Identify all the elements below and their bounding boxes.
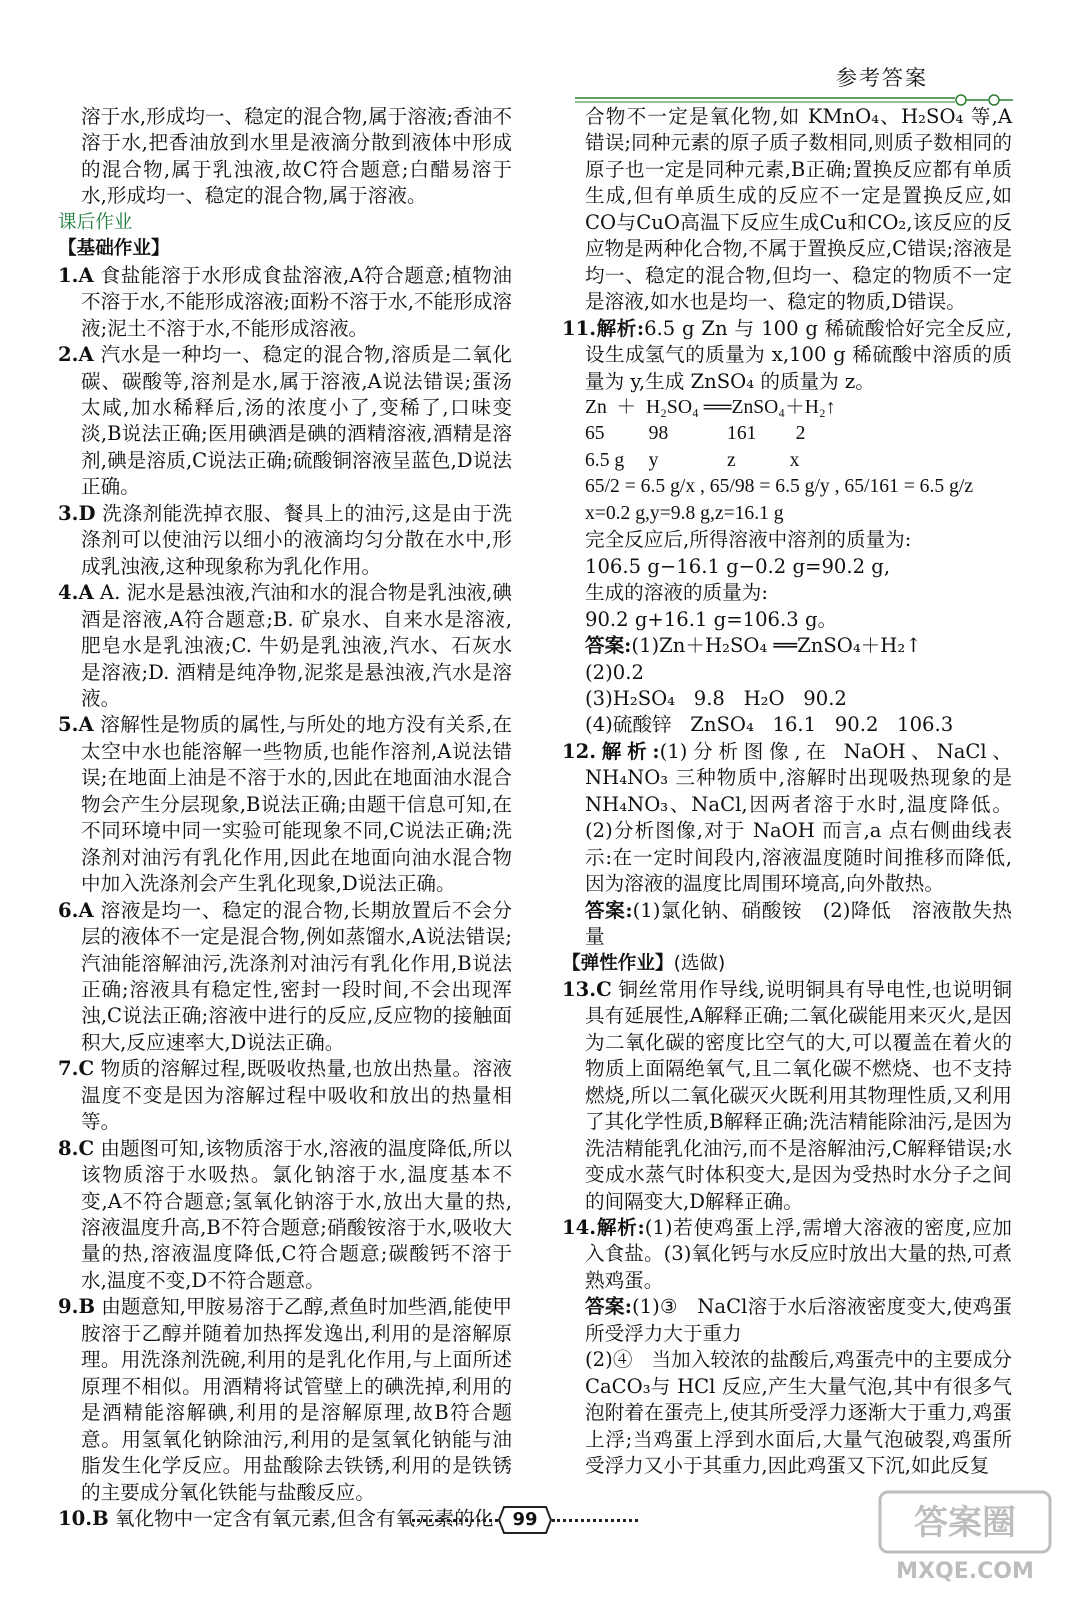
question-6 xyxy=(58,898,512,1057)
answer-11-line-3: (3)H₂SO₄ 9.8 H₂O 90.2 xyxy=(585,686,847,710)
question-11 xyxy=(562,316,1012,395)
question-1 xyxy=(58,263,512,342)
explanation-text: 物质的溶解过程,既吸收热量,也放出热量。溶液温度不变是因为溶解过程中吸收和放出的热量相等。 xyxy=(81,1057,512,1134)
answer-11-line-4: (4)硫酸锌 ZnSO₄ 16.1 90.2 106.3 xyxy=(585,713,954,737)
question-4 xyxy=(58,580,512,712)
question-number: 12. xyxy=(562,739,597,763)
question-2 xyxy=(58,342,512,501)
explanation-text: 洗涤剂能洗掉衣服、餐具上的油污,这是由于洗涤剂可以使油污以细小的液滴均匀分散在水中,形成乳浊液,这种现象称为乳化作用。 xyxy=(81,501,512,578)
analysis-label: 解析: xyxy=(596,1216,645,1240)
intro-paragraph: 溶于水,形成均一、稳定的混合物,属于溶液;香油不溶于水,把香油放到水里是液滴分散到液体中形成的混合物,属于乳浊液,故C符合题意;白醋易溶于水,形成均一、稳定的混合物,属于溶液。 xyxy=(81,105,512,208)
answer-letter: A xyxy=(78,898,94,922)
answer-letter: A xyxy=(78,263,94,287)
explanation-text: 由题意知,甲胺易溶于乙醇,煮鱼时加些酒,能使甲胺溶于乙醇并随着加热挥发逸出,利用的是溶解原理。用洗涤剂洗碗,利用的是乳化作用,与上面所述原理不相似。用酒精将试管壁上的碘洗掉,利用的是酒精能溶解碘,利用的是溶解原理,故B符合题意。用氢氧化钠除油污,利用的是氢氧化钠能与油脂发生化学反应。用盐酸除去铁锈,利用的是铁锈的主要成分氧化铁能与盐酸反应。 xyxy=(81,1295,512,1504)
calculated-results: x=0.2 g,y=9.8 g,z=16.1 g xyxy=(585,502,784,524)
answer-14-line-2: (2)④ 当加入较浓的盐酸后,鸡蛋壳中的主要成分CaCO₃与 HCl 反应,产生大量气泡,其中有很多气泡附着在蛋壳上,使其所受浮力逐渐大于重力,鸡蛋上浮;当鸡蛋上浮到水面后,大量气泡破裂,鸡蛋所受浮力又小于其重力,因此鸡蛋又下沉,如此反复 xyxy=(585,1348,1012,1478)
answer-letter: C xyxy=(78,1057,95,1081)
analysis-label: 解析: xyxy=(596,739,660,763)
solvent-mass-line: 完全反应后,所得溶液中溶剂的质量为: xyxy=(585,528,912,552)
question-number: 7. xyxy=(58,1057,79,1081)
answer-letter: A xyxy=(78,343,94,367)
answer-14-line-1 xyxy=(562,1294,1012,1347)
question-number: 2. xyxy=(58,343,79,367)
answer-letter: C xyxy=(596,977,612,1001)
question-number: 10. xyxy=(58,1507,93,1531)
explanation-text: 溶解性是物质的属性,与所处的地方没有关系,在太空中水也能溶解一些物质,也能作溶剂,A说法错误;在地面上油是不溶于水的,因此在地面油水混合物会产生分层现象,B说法正确;由题干信息可知,在不同环境中同一实验可能现象不同,C说法正确;洗涤剂对油污有乳化作用,因此在地面向油水混合物中加入洗涤剂会产生乳化现象,D说法正确。 xyxy=(81,713,512,896)
ratio-equations: 65/2 = 6.5 g/x , 65/98 = 6.5 g/y , 65/161 = 6.5 g/z xyxy=(585,476,974,498)
answer-text: (1)氯化钠、硝酸铵 (2)降低 溶液散失热量 xyxy=(585,898,1012,949)
answer-label: 答案: xyxy=(585,1295,632,1319)
explanation-text: 铜丝常用作导线,说明铜具有导电性,也说明铜具有延展性,A解释正确;二氧化碳能用来灭火,是因为二氧化碳的密度比空气的大,可以覆盖在着火的物质上面隔绝氧气,且二氧化碳不燃烧、也不支持燃烧,所以二氧化碳灭火既利用其物理性质,又利用了其化学性质,B解释正确;洗洁精能除油污,是因为洗洁精能乳化油污,而不是溶解油污,C解释错误;水变成水蒸气时体积变大,是因为受热时水分子之间的间隔变大,D解释正确。 xyxy=(585,977,1012,1213)
question-number: 3. xyxy=(58,501,79,525)
answer-label: 答案: xyxy=(585,898,633,922)
left-column xyxy=(58,104,512,1532)
answer-letter: B xyxy=(78,1295,96,1319)
question-number: 1. xyxy=(58,263,79,287)
question-number: 13. xyxy=(562,977,597,1001)
answer-label: 答案: xyxy=(585,634,632,658)
answer-letter: D xyxy=(78,501,96,525)
footer-dots-left xyxy=(412,1519,498,1522)
explanation-text: 汽水是一种均一、稳定的混合物,溶质是二氧化碳、碳酸等,溶剂是水,属于溶液,A说法错误;蛋汤太咸,加水稀释后,汤的浓度小了,变稀了,口味变淡,B说法正确;医用碘酒是碘的酒精溶液,酒精是溶剂,碘是溶质,C说法正确;硫酸铜溶液呈蓝色,D说法正确。 xyxy=(81,343,512,499)
homework-heading: 课后作业 xyxy=(58,211,133,233)
question-3 xyxy=(58,501,512,580)
explanation-text: 氧化物中一定含有氧元素,但含有氧元素的化 xyxy=(108,1507,494,1531)
question-10-continued: 合物不一定是氧化物,如 KMnO₄、H₂SO₄ 等,A错误;同种元素的原子质子数相同,则质子数相同的原子也一定是同种元素,B正确;置换反应都有单质生成,但有单质生成的反应不一定是置换反应,如CO与CuO高温下反应生成Cu和CO₂,该反应的反应物是两种化合物,不属于置换反应,C错误;溶液是均一、稳定的混合物,但均一、稳定的物质不一定是溶液,如水也是均一、稳定的物质,D错误。 xyxy=(585,105,1012,314)
question-13 xyxy=(562,977,1012,1215)
question-number: 6. xyxy=(58,898,79,922)
question-number: 14. xyxy=(562,1216,597,1240)
explanation-text: 食盐能溶于水形成食盐溶液,A符合题意;植物油不溶于水,不能形成溶液;面粉不溶于水,不能形成溶液;泥土不溶于水,不能形成溶液。 xyxy=(81,263,512,340)
molar-masses-row: 65 98 161 2 xyxy=(585,423,806,445)
section-note: (选做) xyxy=(673,952,726,974)
question-8 xyxy=(58,1136,512,1295)
flexible-homework-section xyxy=(562,951,1012,977)
explanation-text: 由题图可知,该物质溶于水,溶液的温度降低,所以该物质溶于水吸热。氯化钠溶于水,温度基本不变,A不符合题意;氢氧化钠溶于水,放出大量的热,溶液温度升高,B不符合题意;硝酸铵溶于水,吸收大量的热,溶液温度降低,C符合题意;碳酸钙不溶于水,温度不变,D不符合题意。 xyxy=(81,1136,512,1292)
analysis-text: (1)分析图像,在 NaOH、NaCl、NH₄NO₃ 三种物质中,溶解时出现吸热现象的是 NH₄NO₃、NaCl,因两者溶于水时,温度降低。(2)分析图像,对于 NaOH 而言,a 点右侧曲线表示:在一定时间段内,溶液温度随时间推移而降低,因为溶液的温度比周围环境高,向外散热。 xyxy=(585,739,1019,896)
question-number: 4. xyxy=(58,581,79,605)
question-number: 11. xyxy=(562,316,597,340)
analysis-text: (1)若使鸡蛋上浮,需增大溶液的密度,应加入食盐。(3)氧化钙与水反应时放出大量的热,可煮熟鸡蛋。 xyxy=(585,1216,1013,1292)
analysis-label: 解析: xyxy=(596,316,645,340)
answer-text: (1)③ NaCl溶于水后溶液密度变大,使鸡蛋所受浮力大于重力 xyxy=(585,1295,1012,1345)
answer-letter: B xyxy=(92,1507,109,1531)
question-number: 8. xyxy=(58,1136,79,1160)
question-9 xyxy=(58,1294,512,1506)
explanation-text: A. 泥水是悬浊液,汽油和水的混合物是乳浊液,碘酒是溶液,A符合题意;B. 矿泉水、自来水是溶液,肥皂水是乳浊液;C. 牛奶是乳浊液,汽水、石灰水是溶液;D. 酒精是纯净物,泥浆是悬浊液,汽水是溶液。 xyxy=(81,581,512,710)
solvent-mass-calc: 106.5 g−16.1 g−0.2 g=90.2 g, xyxy=(585,554,891,578)
section-title: 【弹性作业】 xyxy=(562,952,674,974)
reaction-equation: Zn ＋ H₂SO₄ ══ZnSO₄＋H₂↑ xyxy=(585,396,836,418)
answer-12 xyxy=(562,898,1012,951)
answer-11-line-2: (2)0.2 xyxy=(585,660,644,684)
answer-text: (1)Zn＋H₂SO₄ ══ZnSO₄＋H₂↑ xyxy=(631,634,922,658)
header-label: 参考答案 xyxy=(836,66,928,90)
answer-letter: A xyxy=(78,713,94,737)
page-number: 99 xyxy=(512,1509,538,1530)
answer-letter: A xyxy=(78,581,94,605)
unknowns-row: 6.5 g y z x xyxy=(585,449,800,471)
question-12 xyxy=(562,739,1019,898)
explanation-text: 溶液是均一、稳定的混合物,长期放置后不会分层的液体不一定是混合物,例如蒸馏水,A说法错误;汽油能溶解油污,洗涤剂对油污有乳化作用,B说法正确;溶液具有稳定性,密封一段时间,不会出现浑浊,C说法正确;溶液中进行的反应,反应物的接触面积大,反应速率大,D说法正确。 xyxy=(81,898,512,1054)
right-column xyxy=(562,104,1019,1480)
analysis-text: 6.5 g Zn 与 100 g 稀硫酸恰好完全反应,设生成氢气的质量为 x,100 g 稀硫酸中溶质的质量为 y,生成 ZnSO₄ 的质量为 z。 xyxy=(585,316,1012,393)
answer-11-line-1 xyxy=(562,633,1012,659)
basic-homework-section: 【基础作业】 xyxy=(58,238,170,260)
question-7 xyxy=(58,1056,512,1135)
question-14 xyxy=(562,1215,1012,1294)
question-number: 5. xyxy=(58,713,79,737)
solution-mass-line: 生成的溶液的质量为: xyxy=(585,581,768,605)
watermark-text: MXQE.COM xyxy=(896,1559,1034,1584)
svg-text:答案圈: 答案圈 xyxy=(914,1503,1016,1543)
answer-letter: C xyxy=(78,1136,95,1160)
footer-dots-right xyxy=(552,1519,638,1522)
question-number: 9. xyxy=(58,1295,79,1319)
watermark-logo xyxy=(870,1488,1060,1588)
question-5 xyxy=(58,712,512,897)
solution-mass-calc: 90.2 g+16.1 g=106.3 g。 xyxy=(585,607,838,631)
